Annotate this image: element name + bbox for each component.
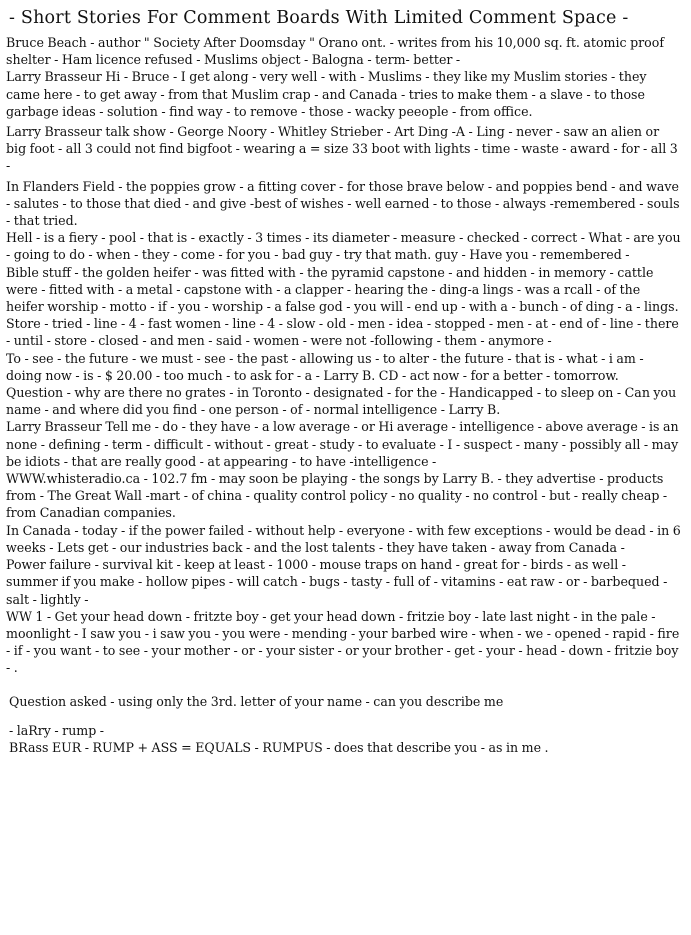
page-title: - Short Stories For Comment Boards With Limited Comment Space - — [9, 8, 629, 28]
rumpus-answer: - laRry - rump - BRass EUR - RUMP + ASS = EQUALS - RUMPUS - does that describe you - as in me . — [9, 722, 549, 755]
story-store: Store - tried - line - 4 - fast women - line - 4 - slow - old - men - idea - stopped - men - at - end of - line - there - until - store - closed - and men - said - women - were not -following - them - anymore - To - see - the future - we must - see - the past - allowing us - to alter - the future - that is - what - i am - doing now - is - $ 20.00 - too much - to ask for - a - Larry B. CD - act now - for a better - tomorrow. Question - why are there no grates - in Toronto - designated - for the - Handicapped - to sleep on - Can you name - and where did you find - one person - of - normal intelligence - Larry B. Larry Brasseur Tell me - do - they have - a low average - or Hi average - intelligence - above average - is an none - defining - term - difficult - without - great - study - to evaluate - I - suspect - many - possibly all - may be idiots - that are really good - at appearing - to have -intelligence - WWW.whisteradio.ca - 102.7 fm - may soon be playing - the songs by Larry B. - they advertise - products from - The Great Wall -mart - of china - quality control policy - no quality - no control - but - really cheap - from Canadian companies. In Canada - today - if the power failed - without help - everyone - with few exceptions - would be dead - in 6 weeks - Lets get - our industries back - and the lost talents - they have taken - away from Canada - Power failure - survival kit - keep at least - 1000 - mouse traps on hand - great for - birds - as well - summer if you make - hollow pipes - will catch - bugs - tasty - full of - vitamins - eat raw - or - barbequed - salt - lightly - WW 1 - Get your head down - fritzte boy - get your head down - fritzie boy - late last night - in the pale - moonlight - I saw you - i saw you - you were - mending - your barbed wire - when - we - opened - rapid - fire - if - you want - to see - your mother - or - your sister - or your brother - get - your - head - down - fritzie boy - . — [6, 316, 681, 676]
story-talk-show: Larry Brasseur talk show - George Noory - Whitley Strieber - Art Ding -A - Ling - never - saw an alien or big foot - all 3 could not find bigfoot - wearing a = size 33 boot with lights - time - waste - award - for - all 3 - — [6, 124, 678, 174]
question-asked: Question asked - using only the 3rd. letter of your name - can you describe me — [9, 693, 504, 709]
story-flanders-field: In Flanders Field - the poppies grow - a fitting cover - for those brave below - and poppies bend - and wave - salutes - to those that died - and give -best of wishes - well earned - to those - always -remembered - souls - that tried. Hell - is a fiery - pool - that is - exactly - 3 times - its diameter - measure - checked - correct - What - are you - going to do - when - they - come - for you - bad guy - try that math. guy - Have you - remembered - Bible stuff - the golden heifer - was fitted with - the pyramid capstone - and hidden - in memory - cattle were - fitted with - a metal - capstone with - a clapper - hearing the - ding-a lings - was a rcall - of the heifer worship - motto - if - you - worship - a false god - you will - end up - with a - bunch - of ding - a - lings. — [6, 178, 681, 315]
story-bruce-beach: Bruce Beach - author " Society After Doomsday " Orano ont. - writes from his 10,000 sq. ft. atomic proof shelter - Ham licence refused - Muslims object - Balogna - term- better - Larry Brasseur Hi - Bruce - I get along - very well - with - Muslims - they like my Muslim stories - they came here - to get away - from that Muslim crap - and Canada - tries to make them - a slave - to those garbage ideas - solution - find way - to remove - those - wacky peeople - from office. — [6, 35, 664, 119]
